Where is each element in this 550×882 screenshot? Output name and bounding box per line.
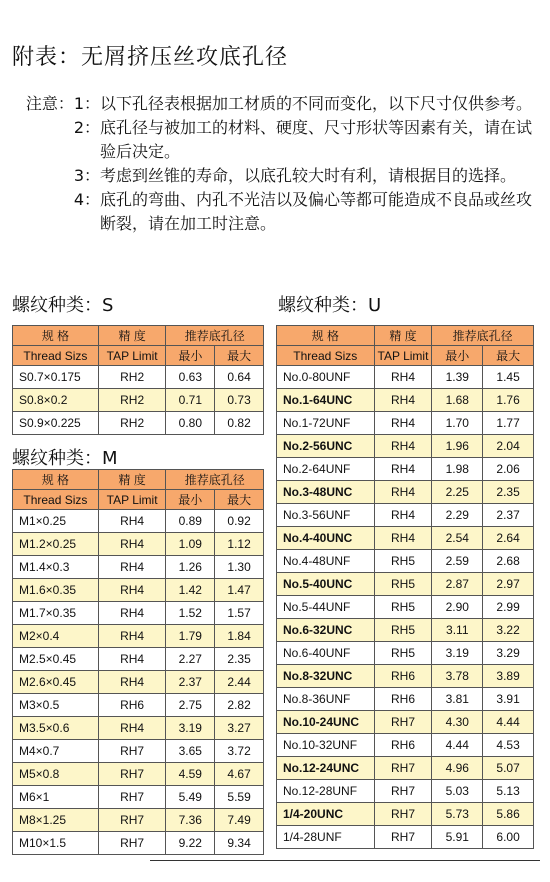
note-number: 2： [73, 118, 100, 137]
cell-tap-limit: RH7 [374, 711, 432, 734]
note-number: 3： [73, 166, 100, 185]
header-tap-cn: 精 度 [98, 470, 166, 490]
header-tap-cn: 精 度 [98, 326, 166, 346]
cell-max: 3.27 [215, 717, 264, 740]
cell-tap-limit: RH6 [98, 694, 166, 717]
cell-min: 1.52 [166, 602, 215, 625]
section-label-u: 螺纹种类：U [278, 295, 382, 316]
cell-tap-limit: RH2 [98, 366, 166, 389]
table-row [277, 642, 534, 665]
cell-tap-limit: RH6 [374, 665, 432, 688]
cell-max: 4.44 [483, 711, 534, 734]
cell-min: 1.26 [166, 556, 215, 579]
table-s [12, 325, 264, 435]
cell-min: 1.79 [166, 625, 215, 648]
bottom-rule [150, 860, 540, 861]
cell-tap-limit: RH5 [374, 596, 432, 619]
table-row [277, 665, 534, 688]
header-max: 最大 [215, 490, 264, 510]
table-row [277, 826, 534, 849]
cell-thread-size: M8×1.25 [13, 809, 99, 832]
table-row [277, 573, 534, 596]
header-row [13, 326, 264, 346]
cell-max: 1.12 [215, 533, 264, 556]
note-number: 注意：1： [25, 94, 100, 113]
header-size-cn: 规 格 [13, 470, 99, 490]
cell-tap-limit: RH7 [98, 740, 166, 763]
cell-min: 2.59 [432, 550, 483, 573]
cell-min: 2.25 [432, 481, 483, 504]
cell-max: 3.91 [483, 688, 534, 711]
cell-tap-limit: RH7 [98, 809, 166, 832]
table-row [13, 786, 264, 809]
section-label-s: 螺纹种类：S [12, 295, 114, 316]
table-row [13, 671, 264, 694]
cell-max: 0.92 [215, 510, 264, 533]
header-row [13, 470, 264, 490]
cell-max: 2.68 [483, 550, 534, 573]
cell-min: 0.89 [166, 510, 215, 533]
cell-min: 1.98 [432, 458, 483, 481]
cell-thread-size: M2.6×0.45 [13, 671, 99, 694]
cell-thread-size: No.1-72UNF [277, 412, 375, 435]
cell-min: 0.63 [166, 366, 215, 389]
note-item [12, 188, 542, 236]
cell-thread-size: No.6-40UNF [277, 642, 375, 665]
table-row [13, 809, 264, 832]
cell-min: 2.90 [432, 596, 483, 619]
cell-min: 5.49 [166, 786, 215, 809]
cell-thread-size: No.0-80UNF [277, 366, 375, 389]
cell-min: 5.03 [432, 780, 483, 803]
cell-max: 3.72 [215, 740, 264, 763]
table-row [277, 688, 534, 711]
cell-max: 0.64 [215, 366, 264, 389]
cell-tap-limit: RH7 [98, 832, 166, 855]
cell-min: 2.29 [432, 504, 483, 527]
cell-tap-limit: RH5 [374, 619, 432, 642]
cell-tap-limit: RH4 [98, 648, 166, 671]
cell-tap-limit: RH5 [374, 642, 432, 665]
header-recommended: 推荐底孔径 [166, 470, 264, 490]
cell-thread-size: M1.6×0.35 [13, 579, 99, 602]
cell-thread-size: No.4-48UNF [277, 550, 375, 573]
cell-min: 3.11 [432, 619, 483, 642]
table-row [13, 602, 264, 625]
note-item [12, 116, 542, 164]
cell-max: 2.35 [215, 648, 264, 671]
cell-max: 1.30 [215, 556, 264, 579]
cell-min: 1.96 [432, 435, 483, 458]
cell-tap-limit: RH4 [374, 412, 432, 435]
cell-min: 3.19 [432, 642, 483, 665]
cell-max: 1.47 [215, 579, 264, 602]
cell-min: 2.27 [166, 648, 215, 671]
cell-thread-size: No.3-48UNC [277, 481, 375, 504]
table-row [13, 763, 264, 786]
cell-thread-size: M2×0.4 [13, 625, 99, 648]
cell-thread-size: No.2-56UNC [277, 435, 375, 458]
table-row [13, 366, 264, 389]
cell-min: 0.71 [166, 389, 215, 412]
cell-max: 1.76 [483, 389, 534, 412]
note-text: 底孔径与被加工的材料、硬度、尺寸形状等因素有关，请在试验后决定。 [100, 118, 533, 161]
notes-block [12, 92, 542, 236]
cell-tap-limit: RH4 [98, 625, 166, 648]
header-recommended: 推荐底孔径 [166, 326, 264, 346]
table-row [13, 832, 264, 855]
cell-thread-size: S0.8×0.2 [13, 389, 99, 412]
cell-thread-size: No.3-56UNF [277, 504, 375, 527]
cell-max: 1.45 [483, 366, 534, 389]
cell-min: 2.75 [166, 694, 215, 717]
cell-min: 3.65 [166, 740, 215, 763]
header-row [277, 346, 534, 366]
cell-min: 1.42 [166, 579, 215, 602]
cell-max: 3.29 [483, 642, 534, 665]
cell-thread-size: 1/4-28UNF [277, 826, 375, 849]
cell-min: 1.09 [166, 533, 215, 556]
table-row [277, 389, 534, 412]
cell-min: 2.54 [432, 527, 483, 550]
cell-min: 5.91 [432, 826, 483, 849]
cell-thread-size: No.10-32UNF [277, 734, 375, 757]
table-row [277, 366, 534, 389]
note-text: 底孔的弯曲、内孔不光洁以及偏心等都可能造成不良品或丝攻断裂，请在加工时注意。 [100, 190, 533, 233]
cell-tap-limit: RH7 [374, 757, 432, 780]
note-item [12, 164, 542, 188]
cell-tap-limit: RH4 [98, 671, 166, 694]
cell-tap-limit: RH7 [98, 786, 166, 809]
table-row [13, 389, 264, 412]
table-u [276, 325, 534, 849]
header-tap-en: TAP Limit [98, 346, 166, 366]
header-max: 最大 [215, 346, 264, 366]
cell-min: 0.80 [166, 412, 215, 435]
cell-tap-limit: RH4 [374, 389, 432, 412]
cell-tap-limit: RH4 [374, 527, 432, 550]
cell-max: 2.44 [215, 671, 264, 694]
table-row [13, 717, 264, 740]
cell-thread-size: No.2-64UNF [277, 458, 375, 481]
cell-thread-size: No.5-44UNF [277, 596, 375, 619]
cell-tap-limit: RH6 [374, 734, 432, 757]
cell-tap-limit: RH4 [98, 533, 166, 556]
cell-min: 4.59 [166, 763, 215, 786]
header-tap-cn: 精 度 [374, 326, 432, 346]
title-prefix: 附表： [12, 45, 82, 70]
cell-max: 2.06 [483, 458, 534, 481]
cell-max: 2.99 [483, 596, 534, 619]
cell-thread-size: M6×1 [13, 786, 99, 809]
table-row [13, 556, 264, 579]
cell-tap-limit: RH4 [374, 458, 432, 481]
header-recommended: 推荐底孔径 [432, 326, 534, 346]
cell-tap-limit: RH6 [374, 688, 432, 711]
table-row [277, 481, 534, 504]
table-row [13, 412, 264, 435]
table-m [12, 469, 264, 855]
cell-max: 2.37 [483, 504, 534, 527]
cell-tap-limit: RH4 [98, 556, 166, 579]
cell-max: 5.86 [483, 803, 534, 826]
cell-min: 3.19 [166, 717, 215, 740]
cell-max: 2.82 [215, 694, 264, 717]
cell-max: 2.64 [483, 527, 534, 550]
cell-min: 3.78 [432, 665, 483, 688]
cell-min: 3.81 [432, 688, 483, 711]
header-min: 最小 [432, 346, 483, 366]
cell-min: 4.96 [432, 757, 483, 780]
cell-tap-limit: RH4 [98, 602, 166, 625]
table-row [13, 533, 264, 556]
table-row [277, 711, 534, 734]
cell-thread-size: 1/4-20UNC [277, 803, 375, 826]
cell-min: 2.37 [166, 671, 215, 694]
cell-thread-size: S0.9×0.225 [13, 412, 99, 435]
table-row [13, 694, 264, 717]
cell-thread-size: M2.5×0.45 [13, 648, 99, 671]
cell-min: 5.73 [432, 803, 483, 826]
header-tap-en: TAP Limit [98, 490, 166, 510]
cell-max: 2.04 [483, 435, 534, 458]
cell-thread-size: M4×0.7 [13, 740, 99, 763]
cell-max: 2.97 [483, 573, 534, 596]
cell-max: 5.59 [215, 786, 264, 809]
cell-max: 4.53 [483, 734, 534, 757]
table-row [277, 619, 534, 642]
cell-max: 5.07 [483, 757, 534, 780]
cell-thread-size: M3.5×0.6 [13, 717, 99, 740]
cell-tap-limit: RH4 [374, 435, 432, 458]
cell-thread-size: No.4-40UNC [277, 527, 375, 550]
table-row [277, 596, 534, 619]
table-row [277, 780, 534, 803]
table-row [277, 803, 534, 826]
cell-thread-size: M1.2×0.25 [13, 533, 99, 556]
cell-min: 2.87 [432, 573, 483, 596]
cell-min: 7.36 [166, 809, 215, 832]
cell-tap-limit: RH2 [98, 389, 166, 412]
cell-max: 1.57 [215, 602, 264, 625]
cell-max: 3.22 [483, 619, 534, 642]
note-number: 4： [73, 190, 100, 209]
cell-max: 5.13 [483, 780, 534, 803]
cell-thread-size: No.8-32UNC [277, 665, 375, 688]
cell-tap-limit: RH5 [374, 573, 432, 596]
note-text: 考虑到丝锥的寿命，以底孔较大时有利，请根据目的选择。 [100, 166, 517, 185]
note-text: 以下孔径表根据加工材质的不同而变化，以下尺寸仅供参考。 [100, 94, 533, 113]
table-row [13, 648, 264, 671]
cell-thread-size: No.12-24UNC [277, 757, 375, 780]
header-size-en: Thread Sizs [13, 490, 99, 510]
table-row [13, 579, 264, 602]
header-size-cn: 规 格 [277, 326, 375, 346]
table-row [277, 734, 534, 757]
title-main: 无屑挤压丝攻底孔径 [81, 45, 289, 70]
header-tap-en: TAP Limit [374, 346, 432, 366]
table-row [277, 435, 534, 458]
table-row [13, 510, 264, 533]
cell-tap-limit: RH7 [374, 826, 432, 849]
cell-min: 1.39 [432, 366, 483, 389]
section-label-m: 螺纹种类：M [12, 448, 118, 469]
header-row [13, 346, 264, 366]
table-row [277, 458, 534, 481]
cell-max: 4.67 [215, 763, 264, 786]
table-row [277, 412, 534, 435]
cell-min: 1.68 [432, 389, 483, 412]
cell-thread-size: S0.7×0.175 [13, 366, 99, 389]
cell-tap-limit: RH4 [374, 481, 432, 504]
cell-thread-size: No.5-40UNC [277, 573, 375, 596]
header-size-en: Thread Sizs [13, 346, 99, 366]
header-min: 最小 [166, 346, 215, 366]
cell-thread-size: M5×0.8 [13, 763, 99, 786]
cell-thread-size: M1×0.25 [13, 510, 99, 533]
cell-min: 1.70 [432, 412, 483, 435]
cell-min: 4.44 [432, 734, 483, 757]
cell-tap-limit: RH2 [98, 412, 166, 435]
cell-tap-limit: RH7 [374, 780, 432, 803]
table-row [277, 504, 534, 527]
cell-thread-size: M10×1.5 [13, 832, 99, 855]
cell-max: 1.77 [483, 412, 534, 435]
cell-max: 3.89 [483, 665, 534, 688]
cell-thread-size: No.12-28UNF [277, 780, 375, 803]
table-row [277, 757, 534, 780]
cell-max: 9.34 [215, 832, 264, 855]
cell-tap-limit: RH4 [374, 366, 432, 389]
cell-max: 2.35 [483, 481, 534, 504]
cell-tap-limit: RH4 [98, 717, 166, 740]
cell-thread-size: No.1-64UNC [277, 389, 375, 412]
cell-thread-size: M1.4×0.3 [13, 556, 99, 579]
cell-tap-limit: RH5 [374, 550, 432, 573]
table-row [277, 527, 534, 550]
cell-tap-limit: RH4 [374, 504, 432, 527]
header-row [277, 326, 534, 346]
table-row [13, 625, 264, 648]
cell-thread-size: No.6-32UNC [277, 619, 375, 642]
cell-thread-size: No.10-24UNC [277, 711, 375, 734]
page-title [12, 40, 288, 71]
cell-min: 9.22 [166, 832, 215, 855]
note-item [12, 92, 542, 116]
cell-thread-size: No.8-36UNF [277, 688, 375, 711]
cell-thread-size: M3×0.5 [13, 694, 99, 717]
cell-tap-limit: RH4 [98, 579, 166, 602]
header-max: 最大 [483, 346, 534, 366]
table-row [277, 550, 534, 573]
header-size-cn: 规 格 [13, 326, 99, 346]
cell-max: 6.00 [483, 826, 534, 849]
cell-tap-limit: RH7 [374, 803, 432, 826]
header-size-en: Thread Sizs [277, 346, 375, 366]
cell-thread-size: M1.7×0.35 [13, 602, 99, 625]
cell-max: 0.73 [215, 389, 264, 412]
cell-max: 7.49 [215, 809, 264, 832]
table-row [13, 740, 264, 763]
cell-max: 1.84 [215, 625, 264, 648]
header-min: 最小 [166, 490, 215, 510]
cell-tap-limit: RH7 [98, 763, 166, 786]
cell-max: 0.82 [215, 412, 264, 435]
cell-tap-limit: RH4 [98, 510, 166, 533]
cell-min: 4.30 [432, 711, 483, 734]
header-row [13, 490, 264, 510]
